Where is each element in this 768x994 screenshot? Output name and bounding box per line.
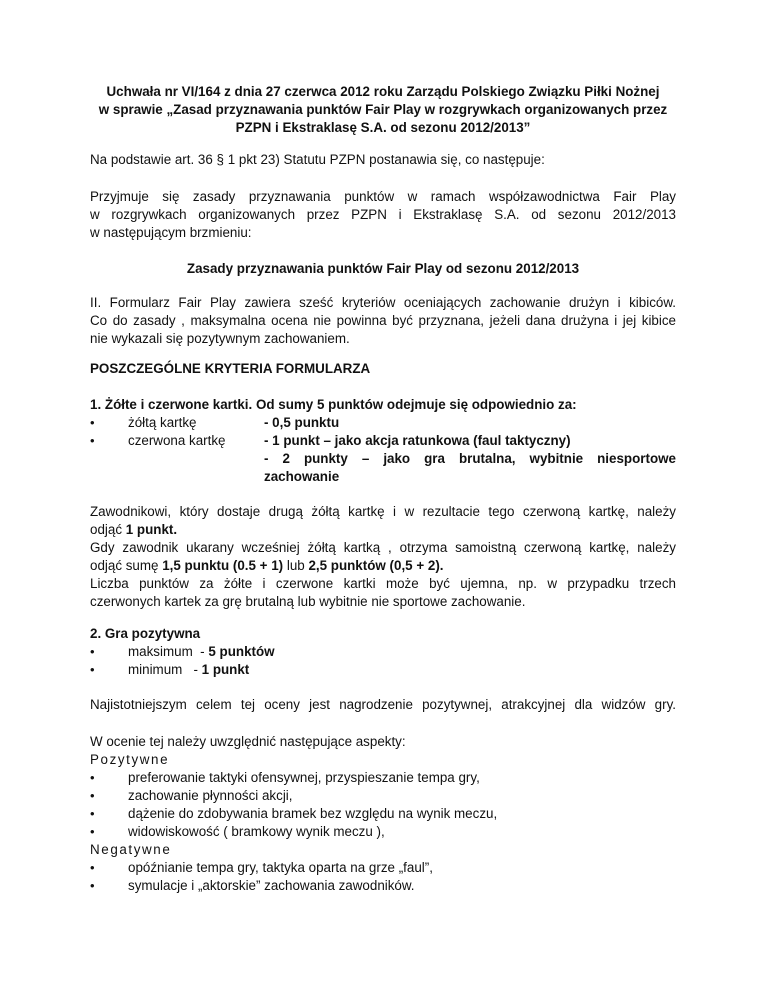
rule-line bbox=[90, 557, 676, 575]
rule-value: 1 punkt. bbox=[125, 522, 178, 537]
rule-text: odjąć sumę bbox=[90, 558, 163, 573]
range-value: 1 punkt bbox=[201, 662, 250, 677]
bullet-icon: • bbox=[90, 878, 95, 893]
title-line: PZPN i Ekstraklasę S.A. od sezonu 2012/2013” bbox=[235, 120, 531, 135]
list-item-continuation bbox=[90, 450, 676, 468]
list-item bbox=[90, 661, 676, 679]
bullet-icon: • bbox=[90, 770, 95, 785]
card-value: - 1 punkt – jako akcja ratunkowa (faul taktyczny) bbox=[264, 433, 571, 448]
list-item bbox=[90, 414, 676, 432]
range-value: 5 punktów bbox=[208, 644, 275, 659]
card-value: - 0,5 punktu bbox=[264, 415, 340, 430]
card-value: zachowanie bbox=[264, 469, 340, 484]
aspects-intro: W ocenie tej należy uwzględnić następujące aspekty: bbox=[90, 734, 406, 749]
rules-title-text: Zasady przyznawania punktów Fair Play od sezonu 2012/2013 bbox=[186, 261, 580, 276]
bullet-icon: • bbox=[90, 433, 95, 448]
legal-basis bbox=[90, 151, 676, 169]
rule-value: 2,5 punktów (0,5 + 2). bbox=[308, 558, 444, 573]
bullet-icon: • bbox=[90, 824, 95, 839]
criterion-2 bbox=[90, 625, 676, 679]
rule-line bbox=[90, 521, 676, 539]
bullet-icon: • bbox=[90, 806, 95, 821]
section-two-line: II. Formularz Fair Play zawiera sześć kryteriów oceniających zachowanie drużyn i kibiców. bbox=[90, 295, 676, 310]
intro-line: w rozgrywkach organizowanych przez PZPN i Ekstraklasę S.A. od sezonu 2012/2013 bbox=[90, 207, 676, 222]
negative-label: Negatywne bbox=[90, 842, 172, 857]
list-item bbox=[90, 877, 676, 895]
card-label: żółtą kartkę bbox=[128, 415, 197, 430]
criterion-1-heading: 1. Żółte i czerwone kartki. Od sumy 5 punktów odejmuje się odpowiednio za: bbox=[90, 397, 577, 412]
rule-text: odjąć bbox=[90, 522, 126, 537]
section-two-line: nie wykazali się pozytywnym zachowaniem. bbox=[90, 331, 350, 346]
aspect-text: zachowanie płynności akcji, bbox=[128, 788, 293, 803]
title-line: w sprawie „Zasad przyznawania punktów Fair Play w rozgrywkach organizowanych przez bbox=[98, 102, 668, 117]
rule-line: Liczba punktów za żółte i czerwone kartki może być ujemna, np. w przypadku trzech bbox=[90, 576, 676, 591]
bullet-icon: • bbox=[90, 644, 95, 659]
rule-line: Zawodnikowi, który dostaje drugą żółtą kartkę i w rezultacie tego czerwoną kartkę, należy bbox=[90, 504, 676, 519]
section-two bbox=[90, 294, 676, 348]
bullet-icon: • bbox=[90, 415, 95, 430]
range-label: maksimum - bbox=[128, 644, 209, 659]
rule-line: Gdy zawodnik ukarany wcześniej żółtą kartką , otrzyma samoistną czerwoną kartkę, należy bbox=[90, 540, 676, 555]
intro-paragraph bbox=[90, 188, 676, 242]
list-item bbox=[90, 769, 676, 787]
criteria-heading bbox=[90, 360, 676, 378]
criterion-2-goal bbox=[90, 696, 676, 714]
intro-line: w następującym brzmieniu: bbox=[90, 225, 252, 240]
section-two-line: Co do zasady , maksymalna ocena nie powinna być przyznana, jeżeli dana drużyna i jej kibice bbox=[90, 313, 676, 328]
rule-line: czerwonych kartek za grę brutalną lub wybitnie nie sportowe zachowanie. bbox=[90, 594, 526, 609]
rule-text: lub bbox=[283, 558, 309, 573]
list-item bbox=[90, 787, 676, 805]
aspect-text: widowiskowość ( bramkowy wynik meczu ), bbox=[128, 824, 385, 839]
aspect-text: symulacje i „aktorskie” zachowania zawodników. bbox=[128, 878, 415, 893]
criteria-heading-text: POSZCZEGÓLNE KRYTERIA FORMULARZA bbox=[90, 361, 371, 376]
aspect-text: preferowanie taktyki ofensywnej, przyspieszanie tempa gry, bbox=[128, 770, 480, 785]
rules-title bbox=[90, 260, 676, 278]
list-item bbox=[90, 823, 676, 841]
rule-value: 1,5 punktu (0.5 + 1) bbox=[162, 558, 284, 573]
range-item bbox=[128, 643, 275, 661]
criterion-2-heading: 2. Gra pozytywna bbox=[90, 626, 201, 641]
positive-label: Pozytywne bbox=[90, 752, 170, 767]
list-item bbox=[90, 643, 676, 661]
resolution-title bbox=[90, 83, 676, 137]
intro-line: Przyjmuje się zasady przyznawania punktów w ramach współzawodnictwa Fair Play bbox=[90, 189, 676, 204]
bullet-icon: • bbox=[90, 662, 95, 677]
bullet-icon: • bbox=[90, 788, 95, 803]
legal-basis-text: Na podstawie art. 36 § 1 pkt 23) Statutu PZPN postanawia się, co następuje: bbox=[90, 152, 545, 167]
list-item bbox=[90, 805, 676, 823]
range-item bbox=[128, 661, 249, 679]
list-item bbox=[90, 859, 676, 877]
aspect-text: dążenie do zdobywania bramek bez względu na wynik meczu, bbox=[128, 806, 498, 821]
card-label: czerwona kartkę bbox=[128, 433, 226, 448]
aspect-text: opóźnianie tempa gry, taktyka oparta na grze „faul”, bbox=[128, 860, 433, 875]
title-line: Uchwała nr VI/164 z dnia 27 czerwca 2012 roku Zarządu Polskiego Związku Piłki Nożnej bbox=[106, 84, 660, 99]
card-value: - 2 punkty – jako gra brutalna, wybitnie niesportowe bbox=[264, 451, 676, 466]
criterion-2-aspects bbox=[90, 733, 676, 895]
criterion-1-rules bbox=[90, 503, 676, 611]
bullet-icon: • bbox=[90, 860, 95, 875]
criterion-1 bbox=[90, 396, 676, 486]
goal-text: Najistotniejszym celem tej oceny jest nagrodzenie pozytywnej, atrakcyjnej dla widzów gry. bbox=[90, 697, 676, 712]
list-item bbox=[90, 432, 676, 450]
list-item-continuation bbox=[90, 468, 676, 486]
range-label: minimum - bbox=[128, 662, 202, 677]
